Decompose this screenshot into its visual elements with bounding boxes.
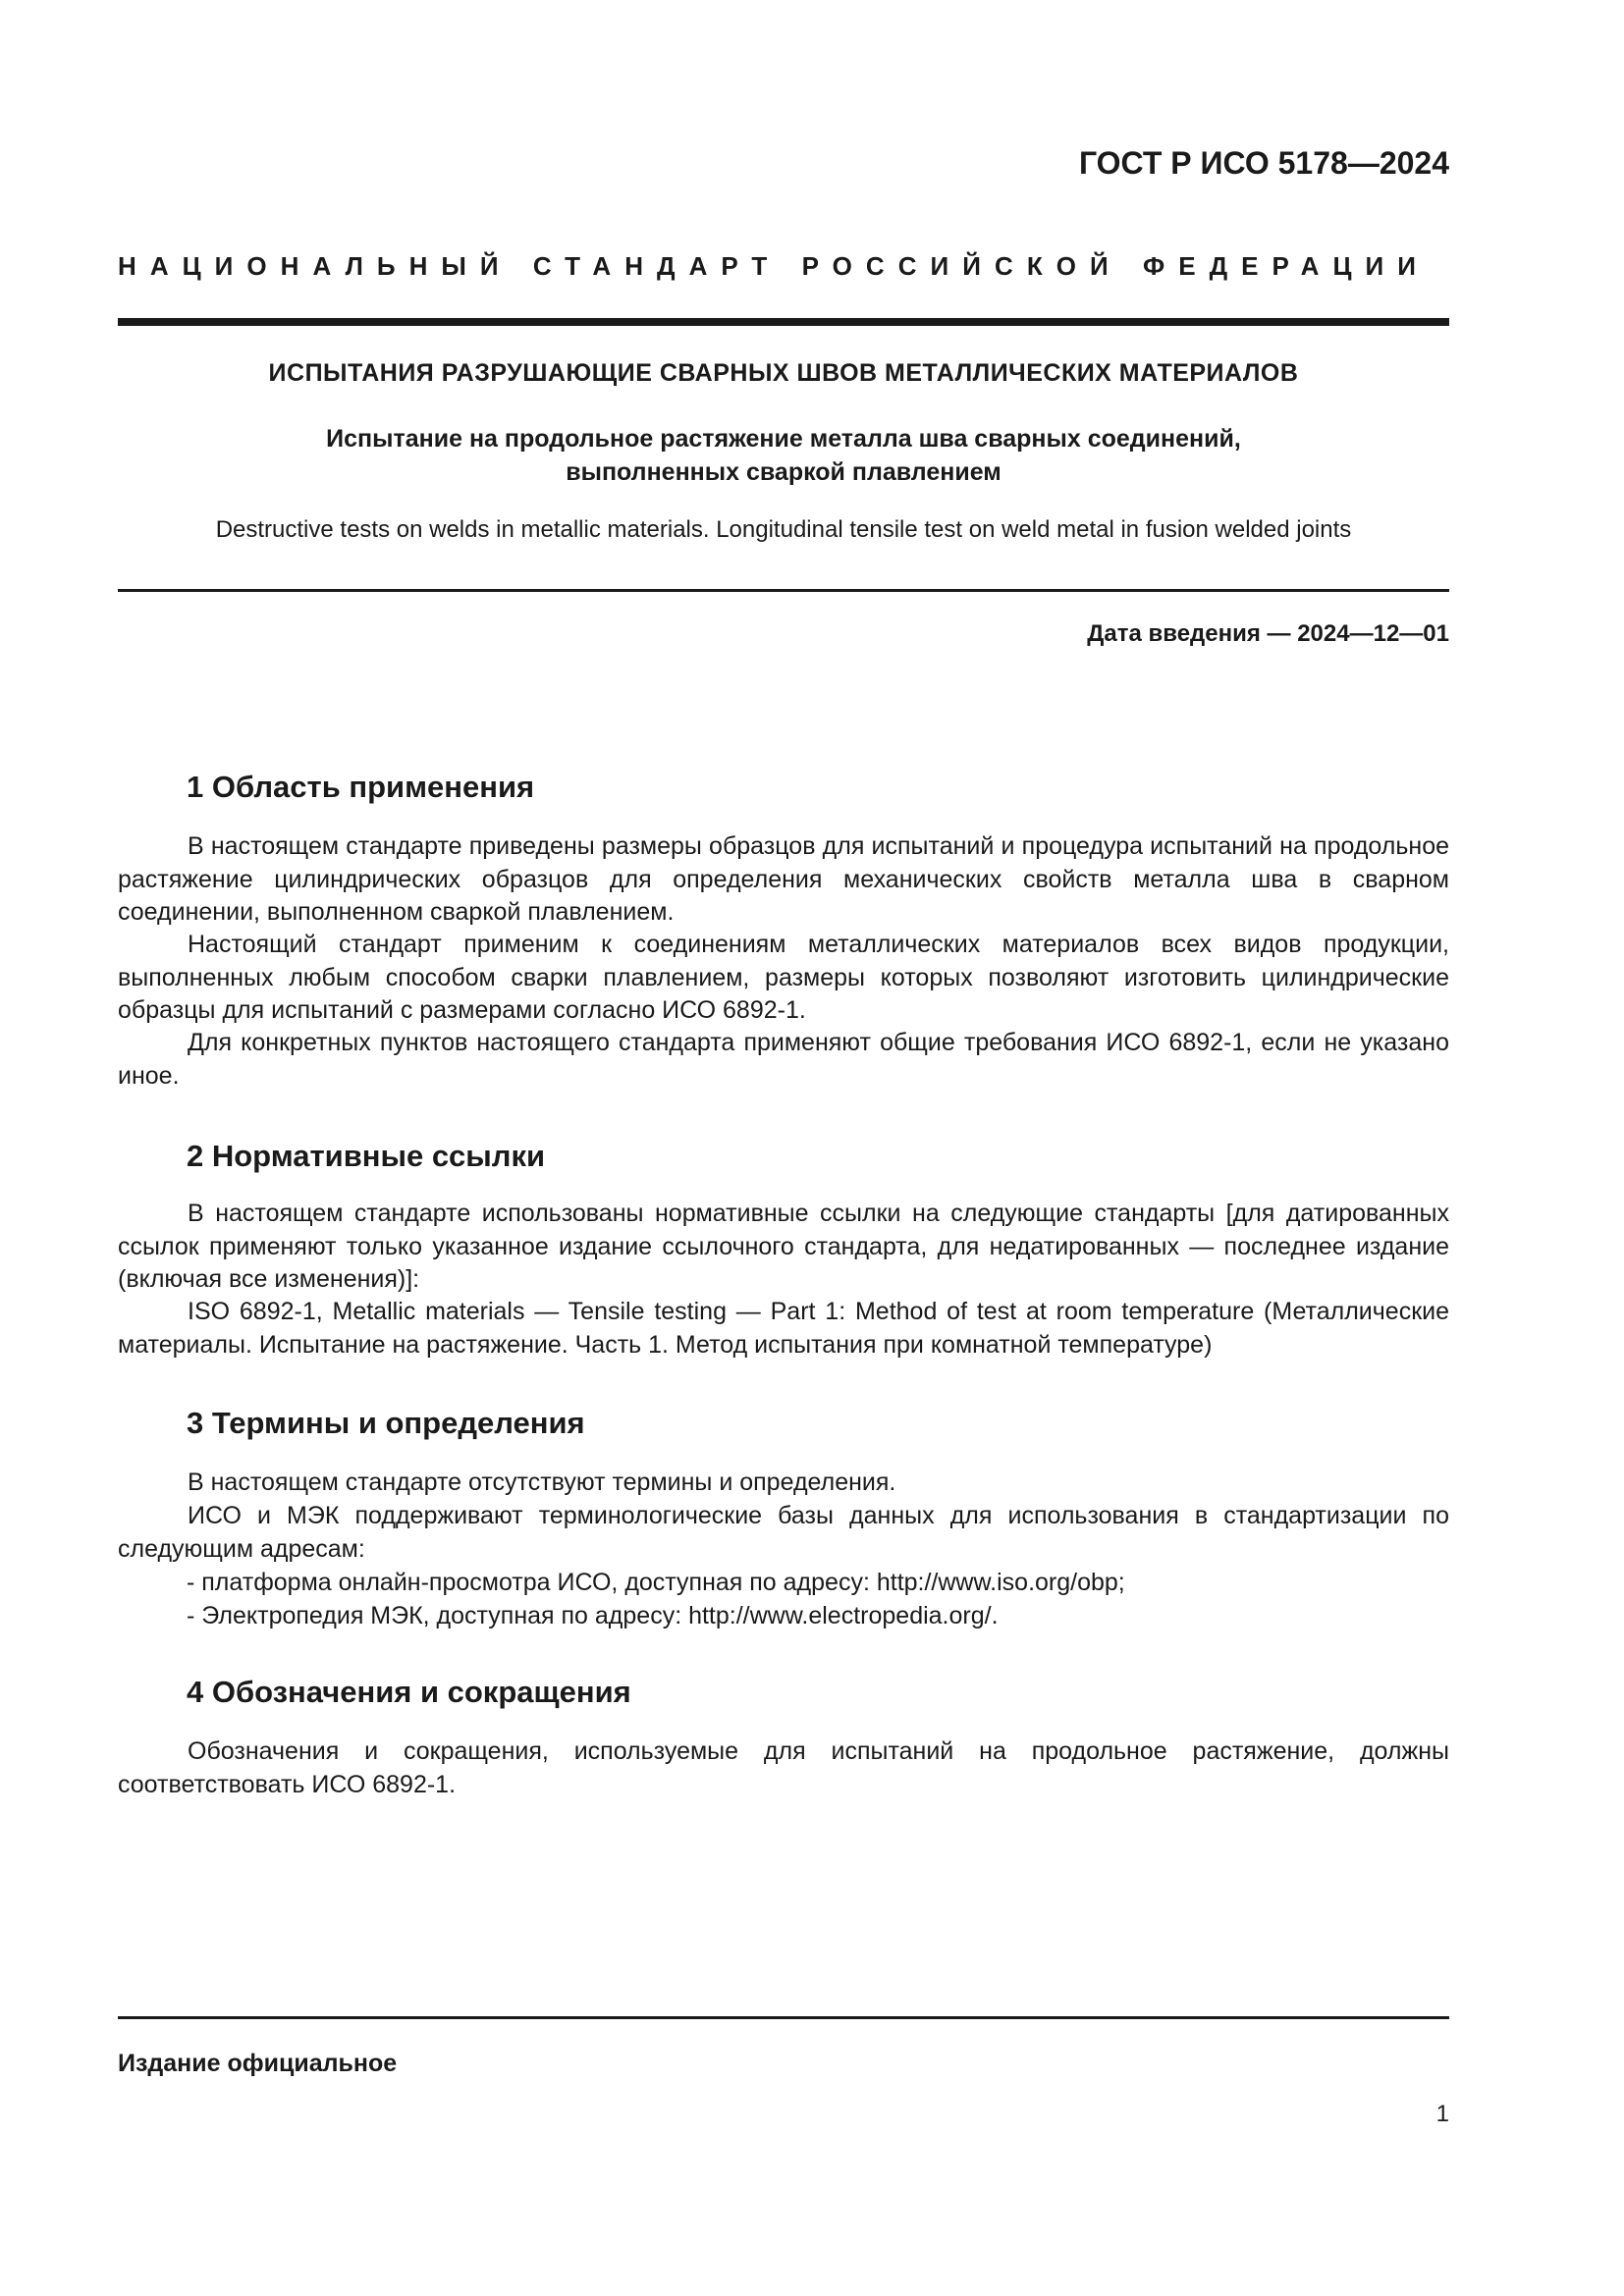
english-title: Destructive tests on welds in metallic materials. Longitudinal tensile test on weld metal in fusion welded joints xyxy=(215,516,1352,543)
list-item-electropedia: - Электропедия МЭК, доступная по адресу: http://www.electropedia.org/. xyxy=(187,1602,999,1629)
section-1-paragraph-1: В настоящем стандарте приведены размеры образцов для испытаний и процедура испытаний на продольное растяжение цилиндрических образцов для определения механических свойств металла шва в сварном соединении, выполненном сваркой плавлением. xyxy=(118,832,1449,926)
section-3-paragraph-1: В настоящем стандарте отсутствуют термины и определения. xyxy=(188,1468,896,1496)
subtitle-line-2: выполненных сваркой плавлением xyxy=(566,458,1001,486)
section-1-paragraph-2: Настоящий стандарт применим к соединениям металлических материалов всех видов продукции, выполненных любым способом сварки плавлением, размеры которых позволяют изготовить цилиндрические образцы для испытаний с размерами согласно ИСО 6892-1. xyxy=(118,931,1449,1024)
section-2-reference-iso-6892-1: ISO 6892-1, Metallic materials — Tensile testing — Part 1: Method of test at room temperature (Металлические материалы. Испытание на растяжение. Часть 1. Метод испытания при комнатной температуре) xyxy=(118,1298,1449,1359)
document-title: ИСПЫТАНИЯ РАЗРУШАЮЩИЕ СВАРНЫХ ШВОВ МЕТАЛЛИЧЕСКИХ МАТЕРИАЛОВ xyxy=(268,359,1299,387)
page-number: 1 xyxy=(1435,2101,1449,2127)
section-4-paragraph-1: Обозначения и сокращения, используемые для испытаний на продольное растяжение, должны соответствовать ИСО 6892-1. xyxy=(118,1737,1449,1798)
section-1-heading: 1 Область применения xyxy=(187,770,535,804)
section-2-paragraph-1: В настоящем стандарте использованы нормативные ссылки на следующие стандарты [для датированных ссылок применяют только указанное издание ссылочного стандарта, для недатированных — последнее издание (включая все изменения)]: xyxy=(118,1200,1449,1293)
footer-rule xyxy=(118,2016,1449,2019)
section-3-paragraph-2: ИСО и МЭК поддерживают терминологические базы данных для использования в стандартизации по следующим адресам: xyxy=(118,1502,1449,1563)
header-thick-rule xyxy=(118,318,1449,326)
introduction-date: Дата введения — 2024—12—01 xyxy=(1087,620,1449,647)
section-4-heading: 4 Обозначения и сокращения xyxy=(187,1675,631,1709)
section-2-heading: 2 Нормативные ссылки xyxy=(187,1139,546,1173)
document-code: ГОСТ Р ИСО 5178—2024 xyxy=(1078,145,1449,181)
subtitle-line-1: Испытание на продольное растяжение металла шва сварных соединений, xyxy=(326,425,1241,453)
official-edition-label: Издание официальное xyxy=(118,2050,398,2077)
list-item-iso-obp: - платформа онлайн-просмотра ИСО, доступная по адресу: http://www.iso.org/obp; xyxy=(187,1569,1125,1596)
national-standard-banner: НАЦИОНАЛЬНЫЙ СТАНДАРТ РОССИЙСКОЙ ФЕДЕРАЦИИ xyxy=(118,251,1430,281)
section-3-heading: 3 Термины и определения xyxy=(187,1406,585,1440)
document-subtitle xyxy=(118,422,1449,489)
title-bottom-rule xyxy=(118,589,1449,592)
section-1-paragraph-3: Для конкретных пунктов настоящего стандарта применяют общие требования ИСО 6892-1, если не указано иное. xyxy=(118,1029,1449,1090)
